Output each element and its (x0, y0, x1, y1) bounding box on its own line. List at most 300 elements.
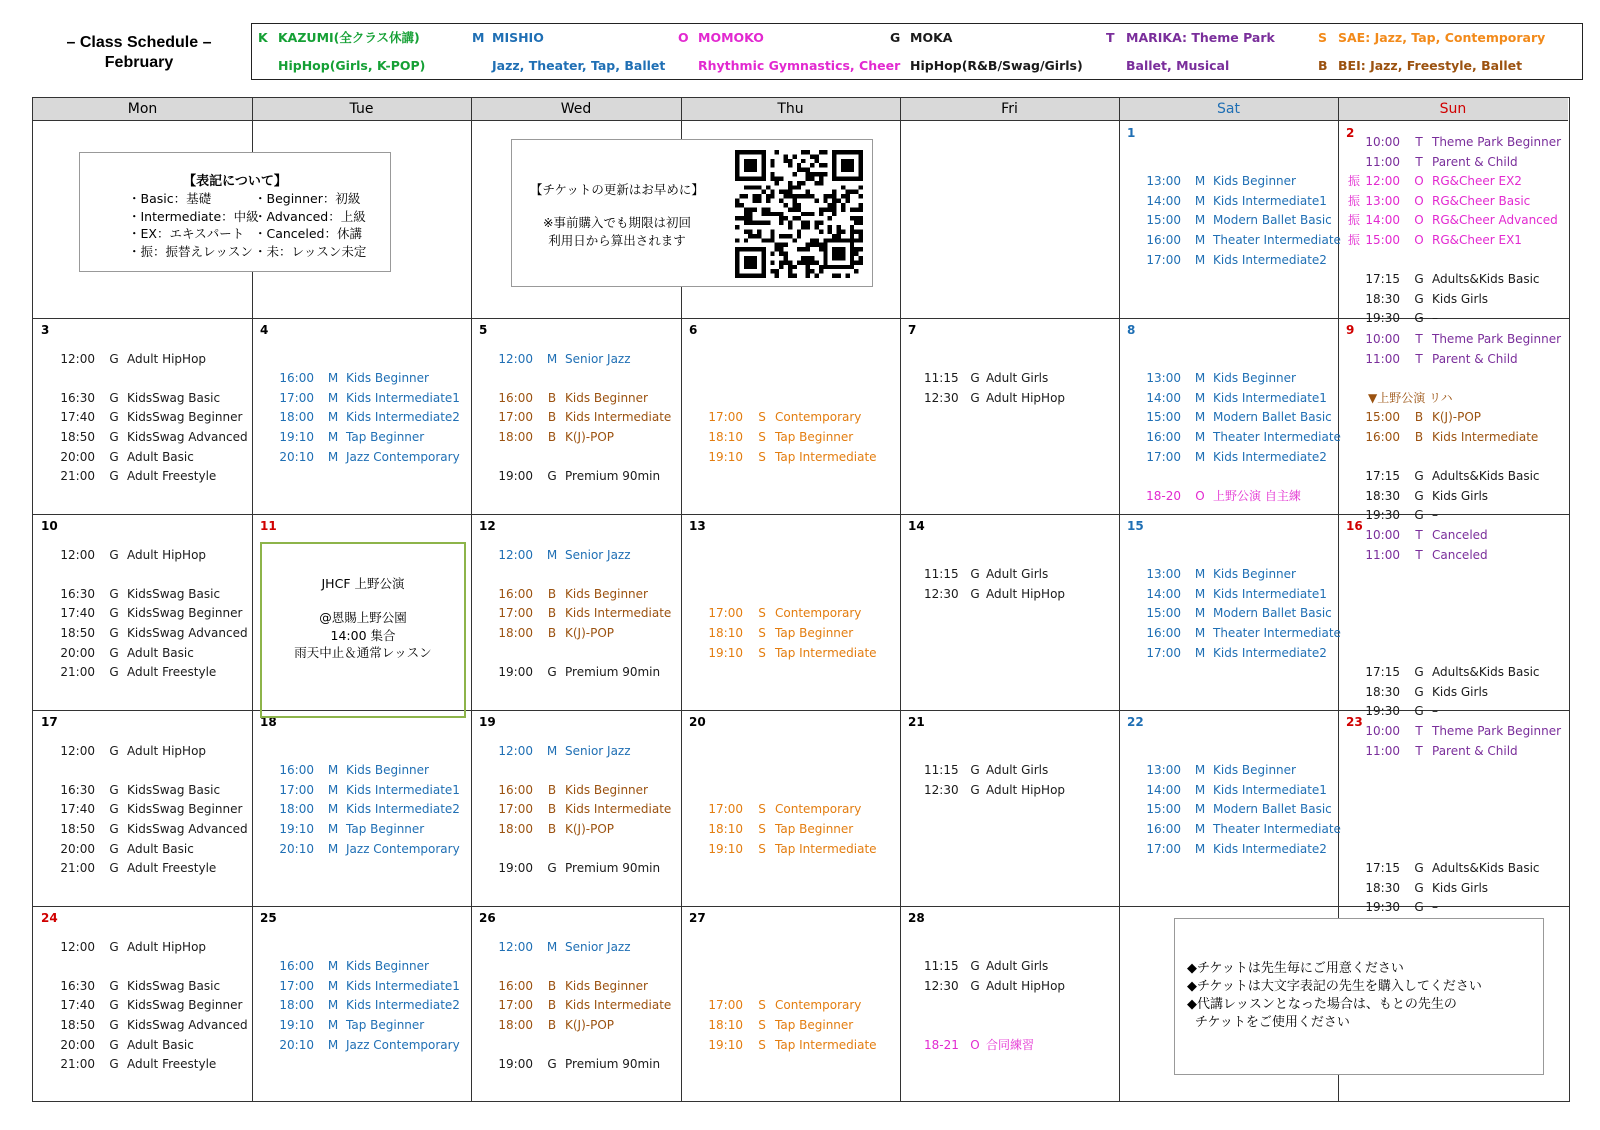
qr-module (779, 216, 783, 220)
class-name: Tap Beginner (775, 430, 854, 444)
day-cell-3 (33, 318, 252, 514)
teacher-letter: G (109, 841, 119, 856)
teacher-letter: M (1194, 626, 1206, 640)
class-name: Adult Freestyle (127, 1057, 217, 1072)
class-name: Adult HipHop (127, 547, 207, 562)
day-cell-18 (252, 710, 471, 906)
legend-genre (258, 58, 425, 74)
day-cell-25 (252, 906, 471, 1101)
qr-module (792, 172, 796, 176)
class-name: Senior Jazz (565, 351, 631, 366)
qr-module (828, 194, 832, 198)
class-time: 16:00 (1146, 626, 1181, 640)
teacher-letter: M (327, 1037, 339, 1052)
qr-module (797, 229, 801, 233)
class-name: Kids Intermediate1 (1213, 586, 1327, 601)
qr-module (753, 221, 757, 225)
legend-letter: O (678, 30, 689, 45)
teacher-letter: G (109, 1018, 119, 1032)
legend-letter: B (1318, 58, 1328, 73)
teacher-letter: S (758, 449, 766, 464)
day-header-thu: Thu (681, 98, 900, 121)
qr-module (775, 243, 779, 247)
teacher-letter: G (970, 978, 980, 993)
teacher-letter: O (1414, 233, 1424, 247)
teacher-letter: M (327, 782, 339, 797)
qr-module (806, 150, 810, 154)
legend-name: MISHIO (492, 30, 544, 45)
date-number: 7 (908, 323, 917, 337)
qr-module (801, 212, 805, 216)
class-time: 12:00 (60, 547, 95, 562)
qr-module (770, 163, 774, 167)
class-time: 19:00 (498, 1057, 533, 1072)
qr-module (814, 221, 818, 225)
teacher-letter: S (758, 822, 766, 836)
class-time: 17:00 (498, 410, 533, 425)
class-name: Adult Basic (127, 1037, 194, 1052)
teacher-letter: M (1194, 822, 1206, 836)
class-name: Jazz Contemporary (346, 841, 460, 856)
qr-module (739, 194, 743, 198)
qr-module (823, 163, 827, 167)
qr-module (841, 185, 845, 189)
class-time: 17:00 (1146, 252, 1181, 267)
class-name: Adult Girls (986, 371, 1049, 386)
qr-module (801, 247, 805, 251)
teacher-letter: B (1414, 430, 1424, 444)
qr-module (770, 159, 774, 163)
day-cell-7 (900, 318, 1119, 514)
event-line-4: 雨天中止＆通常レッスン (294, 645, 432, 660)
qr-module (744, 212, 748, 216)
qr-module (748, 221, 752, 225)
class-time: 17:15 (1365, 861, 1400, 876)
class-name: KidsSwag Advanced (127, 1018, 248, 1032)
teacher-letter: B (547, 390, 557, 405)
class-name: Adults&Kids Basic (1432, 665, 1540, 680)
class-name: RG&Cheer Basic (1432, 193, 1531, 208)
teacher-letter: S (758, 645, 766, 660)
teacher-letter: M (327, 959, 339, 974)
notation-item: ・未：レッスン未定 (254, 243, 367, 259)
qr-module (784, 256, 788, 260)
legend-teacher (1318, 30, 1545, 46)
qr-module (788, 159, 792, 163)
qr-module (748, 207, 752, 211)
notation-item: ・振：振替えレッスン (128, 243, 253, 259)
teacher-letter: G (970, 371, 980, 386)
qr-module (792, 207, 796, 211)
date-number: 17 (41, 715, 58, 729)
teacher-letter: M (327, 430, 339, 444)
qr-align-center (832, 247, 845, 260)
qr-module (823, 199, 827, 203)
class-name: Kids Intermediate1 (346, 978, 460, 993)
legend-name: MARIKA: Theme Park (1126, 30, 1275, 45)
teacher-letter: B (547, 626, 557, 640)
qr-module (854, 207, 858, 211)
class-time: 11:00 (1365, 547, 1400, 562)
qr-module (819, 243, 823, 247)
teacher-letter: G (1414, 861, 1424, 876)
class-time: 16:00 (279, 763, 314, 778)
teacher-letter: G (109, 645, 119, 660)
teacher-letter: G (970, 390, 980, 405)
qr-module (806, 243, 810, 247)
qr-module (797, 181, 801, 185)
class-name: Kids Beginner (346, 371, 429, 386)
class-time: 20:00 (60, 841, 95, 856)
teacher-letter: G (109, 782, 119, 797)
qr-module (823, 172, 827, 176)
qr-module (854, 221, 858, 225)
class-name: Kids Beginner (565, 978, 648, 993)
class-name: Kids Girls (1432, 684, 1489, 699)
class-time: 10:00 (1365, 332, 1400, 346)
class-name: Canceled (1432, 528, 1488, 542)
schedule-title (32, 33, 246, 73)
class-time: 12:30 (924, 390, 959, 405)
class-name: Contemporary (775, 998, 862, 1013)
teacher-letter: M (546, 743, 558, 758)
qr-module (854, 238, 858, 242)
date-number: 3 (41, 323, 50, 337)
class-time: 15:00 (1365, 410, 1400, 425)
class-time: 14:00 (1365, 213, 1400, 228)
teacher-letter: G (547, 469, 557, 484)
qr-module (832, 234, 836, 238)
class-time: 17:00 (279, 782, 314, 797)
date-number: 23 (1346, 715, 1363, 729)
qr-finder-center (841, 159, 854, 172)
qr-module (854, 216, 858, 220)
class-name: Parent & Child (1432, 351, 1518, 366)
teacher-letter: M (327, 822, 339, 836)
teacher-letter: T (1415, 154, 1423, 169)
qr-module (797, 216, 801, 220)
class-time: 19:10 (708, 841, 743, 856)
teacher-letter: S (758, 626, 766, 640)
class-name: K(J)-POP (1432, 410, 1482, 425)
class-name: Contemporary (775, 410, 862, 425)
qr-module (814, 159, 818, 163)
qr-module (753, 234, 757, 238)
class-name: Premium 90min (565, 469, 661, 484)
qr-module (748, 185, 752, 189)
qr-module (744, 216, 748, 220)
teacher-letter: M (327, 371, 339, 386)
class-name: Adult Girls (986, 763, 1049, 778)
class-name: Jazz Contemporary (346, 449, 460, 464)
day-header-wed: Wed (471, 98, 681, 121)
qr-module (810, 163, 814, 167)
teacher-letter: G (1414, 880, 1424, 895)
teacher-letter: G (1414, 272, 1424, 287)
qr-module (841, 229, 845, 233)
ticket-rules-box (1174, 918, 1544, 1075)
qr-module (779, 247, 783, 251)
class-name: Tap Intermediate (775, 841, 877, 856)
legend-name: MOMOKO (698, 30, 764, 45)
qr-module (779, 243, 783, 247)
teacher-letter: B (1414, 410, 1424, 425)
qr-module (766, 194, 770, 198)
class-time: 12:30 (924, 586, 959, 601)
qr-module (841, 194, 845, 198)
class-time: 18:30 (1365, 880, 1400, 895)
class-name: RG&Cheer EX1 (1432, 233, 1522, 247)
class-name: Kids Intermediate2 (1213, 841, 1327, 856)
class-time: 17:15 (1365, 469, 1400, 484)
qr-module (797, 168, 801, 172)
qr-module (806, 168, 810, 172)
class-time: 14:00 (1146, 586, 1181, 601)
teacher-letter: B (547, 1018, 557, 1032)
class-name: Adult HipHop (986, 390, 1066, 405)
teacher-letter: G (1414, 488, 1424, 503)
class-time: 18:00 (498, 822, 533, 836)
date-number: 14 (908, 519, 925, 533)
class-name: Adult Girls (986, 959, 1049, 974)
day-cell-13 (681, 514, 900, 710)
teacher-letter: M (1194, 252, 1206, 267)
class-name: K(J)-POP (565, 626, 615, 640)
class-time: 19:10 (708, 449, 743, 464)
teacher-letter: M (1194, 802, 1206, 817)
teacher-letter: G (1414, 684, 1424, 699)
qr-module (766, 221, 770, 225)
class-name: Adult Freestyle (127, 665, 217, 680)
qr-module (770, 229, 774, 233)
makeup-mark: 振 (1348, 193, 1361, 208)
class-name: Kids Beginner (1213, 371, 1296, 386)
qr-module (806, 260, 810, 264)
teacher-letter: G (109, 822, 119, 836)
qr-module (788, 181, 792, 185)
qr-module (775, 212, 779, 216)
legend-letter: G (890, 30, 901, 45)
qr-module (806, 225, 810, 229)
teacher-letter: M (327, 763, 339, 778)
class-name: KidsSwag Beginner (127, 606, 243, 621)
date-number: 8 (1127, 323, 1136, 337)
legend-name: KAZUMI(全クラス休講) (278, 30, 420, 45)
class-name: Senior Jazz (565, 547, 631, 562)
makeup-mark: 振 (1348, 213, 1361, 228)
class-time: 16:00 (498, 586, 533, 601)
teacher-letter: M (1194, 213, 1206, 228)
qr-module (832, 199, 836, 203)
qr-module (850, 207, 854, 211)
class-name: RG&Cheer Advanced (1432, 213, 1558, 228)
qr-module (792, 274, 796, 278)
makeup-mark: 振 (1348, 174, 1361, 189)
rehearsal-note: ▼上野公演 リハ (1368, 390, 1453, 405)
notation-item: ・Basic：基礎 (128, 191, 212, 206)
class-name: Tap Beginner (775, 626, 854, 640)
class-name: Kids Girls (1432, 291, 1489, 306)
qr-module (766, 185, 770, 189)
class-time: 11:00 (1365, 743, 1400, 758)
class-name: Kids Intermediate2 (1213, 645, 1327, 660)
qr-module (859, 234, 863, 238)
class-time: 18:30 (1365, 488, 1400, 503)
teacher-letter: M (1194, 586, 1206, 601)
legend-genre (1318, 58, 1522, 74)
qr-finder-center (744, 159, 757, 172)
qr-module (806, 221, 810, 225)
qr-module (859, 216, 863, 220)
class-time: 19:00 (498, 861, 533, 876)
qr-module (744, 221, 748, 225)
qr-module (814, 199, 818, 203)
qr-module (757, 185, 761, 189)
notation-item: ・Beginner：初級 (254, 191, 361, 206)
class-name: Kids Intermediate1 (346, 782, 460, 797)
date-number: 28 (908, 911, 925, 925)
class-time: 16:00 (1146, 233, 1181, 247)
qr-module (748, 229, 752, 233)
legend-letter: K (258, 30, 268, 45)
day-header-fri: Fri (900, 98, 1119, 121)
class-name: Adults&Kids Basic (1432, 272, 1540, 287)
teacher-letter: M (546, 547, 558, 562)
class-name: Kids Beginner (346, 959, 429, 974)
qr-module (775, 269, 779, 273)
class-name: – (1432, 508, 1438, 523)
legend-teacher (472, 30, 544, 46)
class-time: 16:00 (279, 959, 314, 974)
qr-module (735, 225, 739, 229)
qr-module (784, 154, 788, 158)
qr-module (810, 154, 814, 158)
qr-module (744, 185, 748, 189)
class-time: 12:00 (498, 547, 533, 562)
legend-genre-text: Rhythmic Gymnastics, Cheer (698, 58, 901, 73)
qr-module (814, 225, 818, 229)
day-cell-16 (1338, 514, 1568, 719)
teacher-letter: G (970, 782, 980, 797)
qr-module (819, 212, 823, 216)
teacher-letter: O (1414, 213, 1424, 228)
teacher-letter: M (1194, 841, 1206, 856)
qr-module (810, 260, 814, 264)
qr-module (806, 256, 810, 260)
class-name: Kids Intermediate (565, 410, 672, 425)
class-time: 18:10 (708, 430, 743, 444)
qr-module (850, 225, 854, 229)
qr-module (854, 190, 858, 194)
class-name: Senior Jazz (565, 743, 631, 758)
qr-module (792, 203, 796, 207)
qr-module (792, 154, 796, 158)
qr-module (801, 159, 805, 163)
class-time: 17:00 (279, 978, 314, 993)
qr-module (788, 163, 792, 167)
teacher-letter: O (1414, 174, 1424, 189)
class-time: 17:00 (708, 410, 743, 425)
date-number: 9 (1346, 323, 1355, 337)
class-time: 19:30 (1365, 508, 1400, 523)
qr-module (801, 260, 805, 264)
class-name: Kids Intermediate (1432, 430, 1539, 444)
calendar-grid (32, 97, 1570, 1102)
class-time: 13:00 (1146, 567, 1181, 582)
class-time: 21:00 (60, 665, 95, 680)
qr-module (797, 207, 801, 211)
class-name: Theme Park Beginner (1432, 135, 1562, 149)
class-time: 12:00 (498, 351, 533, 366)
date-number: 10 (41, 519, 58, 533)
day-cell-6 (681, 318, 900, 514)
class-time: 10:00 (1365, 135, 1400, 149)
ticket-line-3: 利用日から算出されます (548, 233, 686, 248)
class-time: 16:00 (498, 390, 533, 405)
qr-module (832, 274, 836, 278)
class-name: Kids Beginner (565, 782, 648, 797)
class-time: 12:00 (60, 351, 95, 366)
teacher-letter: G (109, 665, 119, 680)
class-name: Tap Intermediate (775, 449, 877, 464)
qr-module (819, 176, 823, 180)
class-time: 19:10 (708, 1037, 743, 1052)
qr-module (770, 260, 774, 264)
date-number: 12 (479, 519, 496, 533)
qr-module (748, 216, 752, 220)
teacher-letter: S (758, 410, 766, 425)
qr-module (828, 207, 832, 211)
class-name: Jazz Contemporary (346, 1037, 460, 1052)
class-name: Canceled (1432, 547, 1488, 562)
teacher-letter: S (758, 1018, 766, 1032)
day-cell-22 (1119, 710, 1341, 906)
teacher-letter: M (327, 841, 339, 856)
qr-module (845, 194, 849, 198)
qr-module (770, 190, 774, 194)
class-time: 19:10 (708, 645, 743, 660)
teacher-letter: M (1194, 371, 1206, 386)
class-name: Kids Intermediate (565, 606, 672, 621)
class-time: 15:00 (1146, 410, 1181, 425)
qr-module (757, 199, 761, 203)
qr-module (806, 190, 810, 194)
class-time: 20:10 (279, 449, 314, 464)
qr-module (859, 221, 863, 225)
teacher-letter: M (1194, 174, 1206, 189)
date-number: 22 (1127, 715, 1144, 729)
class-name: Kids Intermediate2 (1213, 252, 1327, 267)
legend-name: MOKA (910, 30, 953, 45)
ueno-performance-box (260, 542, 466, 718)
teacher-letter: G (970, 567, 980, 582)
teacher-letter: B (547, 802, 557, 817)
qr-code (730, 150, 868, 278)
day-cell-15 (1119, 514, 1341, 710)
qr-module (859, 256, 863, 260)
class-time: 14:00 (1146, 193, 1181, 208)
qr-module (797, 185, 801, 189)
qr-module (775, 247, 779, 251)
qr-module (801, 225, 805, 229)
class-name: Kids Beginner (565, 390, 648, 405)
class-time: 18:00 (498, 1018, 533, 1032)
teacher-letter: G (109, 743, 119, 758)
qr-module (779, 260, 783, 264)
qr-module (810, 256, 814, 260)
class-name: Adult HipHop (127, 939, 207, 954)
qr-module (753, 194, 757, 198)
